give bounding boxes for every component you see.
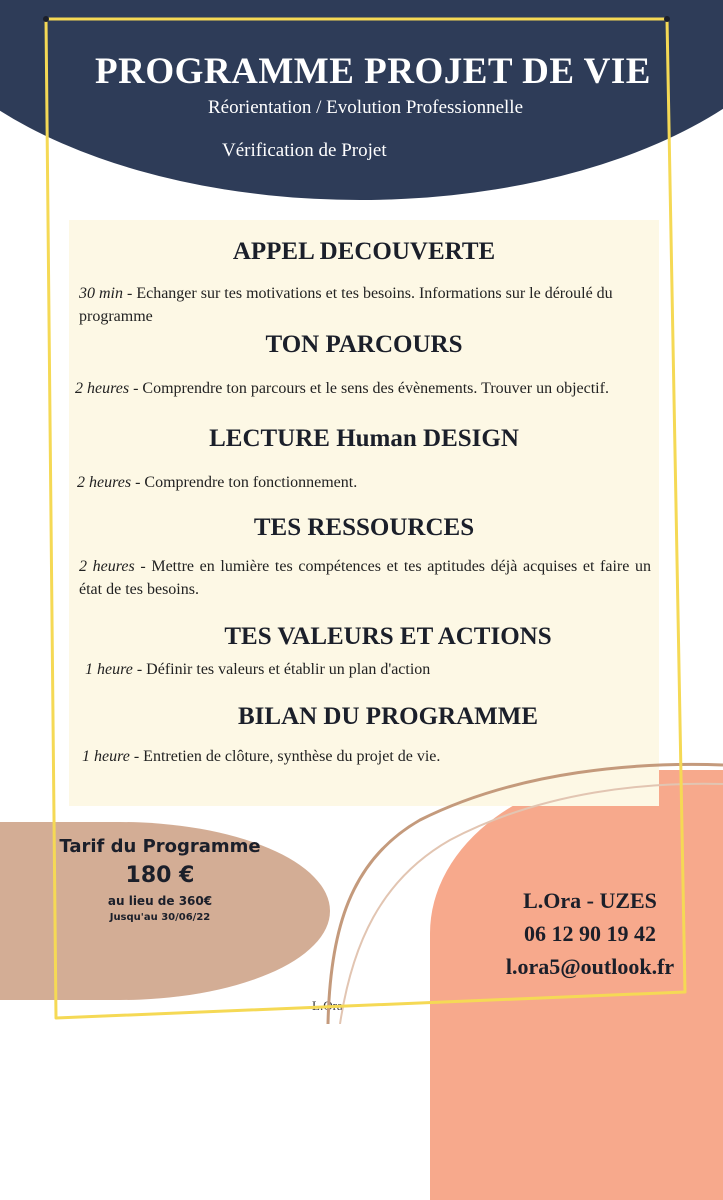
section-desc-bilan <box>82 745 647 768</box>
section-duration: 1 heure <box>82 748 130 765</box>
section-desc-human-design <box>77 471 647 494</box>
subtitle-verification: Vérification de Projet <box>222 140 387 161</box>
section-desc-appel <box>79 282 644 328</box>
price-old: au lieu de 360€ <box>107 894 213 908</box>
section-title-bilan: BILAN DU PROGRAMME <box>238 703 538 730</box>
section-title-parcours: TON PARCOURS <box>265 331 463 358</box>
salmon-blob-decoration <box>430 770 723 1200</box>
section-desc-ressources <box>79 555 651 601</box>
price-until-date: Jusqu'au 30/06/22 <box>109 912 211 923</box>
contact-box <box>470 884 710 983</box>
section-duration: 2 heures <box>77 474 132 491</box>
section-title-appel: APPEL DECOUVERTE <box>232 238 496 265</box>
program-content-panel <box>69 220 659 806</box>
price-value: 180 € <box>125 863 195 888</box>
section-duration: 2 heures <box>79 558 135 575</box>
section-title-human-design: LECTURE Human DESIGN <box>209 425 519 452</box>
section-desc-parcours <box>75 377 650 400</box>
price-label: Tarif du Programme <box>59 836 261 857</box>
pricing-box <box>40 836 280 923</box>
subtitle-reorientation: Réorientation / Evolution Professionnelle <box>207 97 524 118</box>
section-text: - Mettre en lumière tes compétences et tes aptitudes déjà acquises et faire un état de tes besoins. <box>79 558 651 598</box>
section-desc-valeurs <box>85 658 650 681</box>
section-text: - Définir tes valeurs et établir un plan d'action <box>132 661 431 678</box>
section-duration: 1 heure <box>85 661 133 678</box>
footer-signature: L.Ora <box>312 998 343 1013</box>
contact-phone[interactable]: 06 12 90 19 42 <box>524 921 656 946</box>
section-text: - Comprendre ton fonctionnement. <box>131 474 358 491</box>
section-text: - Echanger sur tes motivations et tes besoins. Informations sur le déroulé du programme <box>79 285 613 325</box>
contact-email[interactable]: l.ora5@outlook.fr <box>505 954 675 979</box>
section-text: - Entretien de clôture, synthèse du projet de vie. <box>129 748 441 765</box>
contact-name: L.Ora - UZES <box>523 888 657 913</box>
section-text: - Comprendre ton parcours et le sens des évènements. Trouver un objectif. <box>129 380 609 397</box>
page-title: PROGRAMME PROJET DE VIE <box>95 51 651 92</box>
section-duration: 2 heures <box>75 380 130 397</box>
section-duration: 30 min <box>79 285 123 302</box>
section-title-valeurs: TES VALEURS ET ACTIONS <box>224 623 552 650</box>
section-title-ressources: TES RESSOURCES <box>253 514 475 541</box>
